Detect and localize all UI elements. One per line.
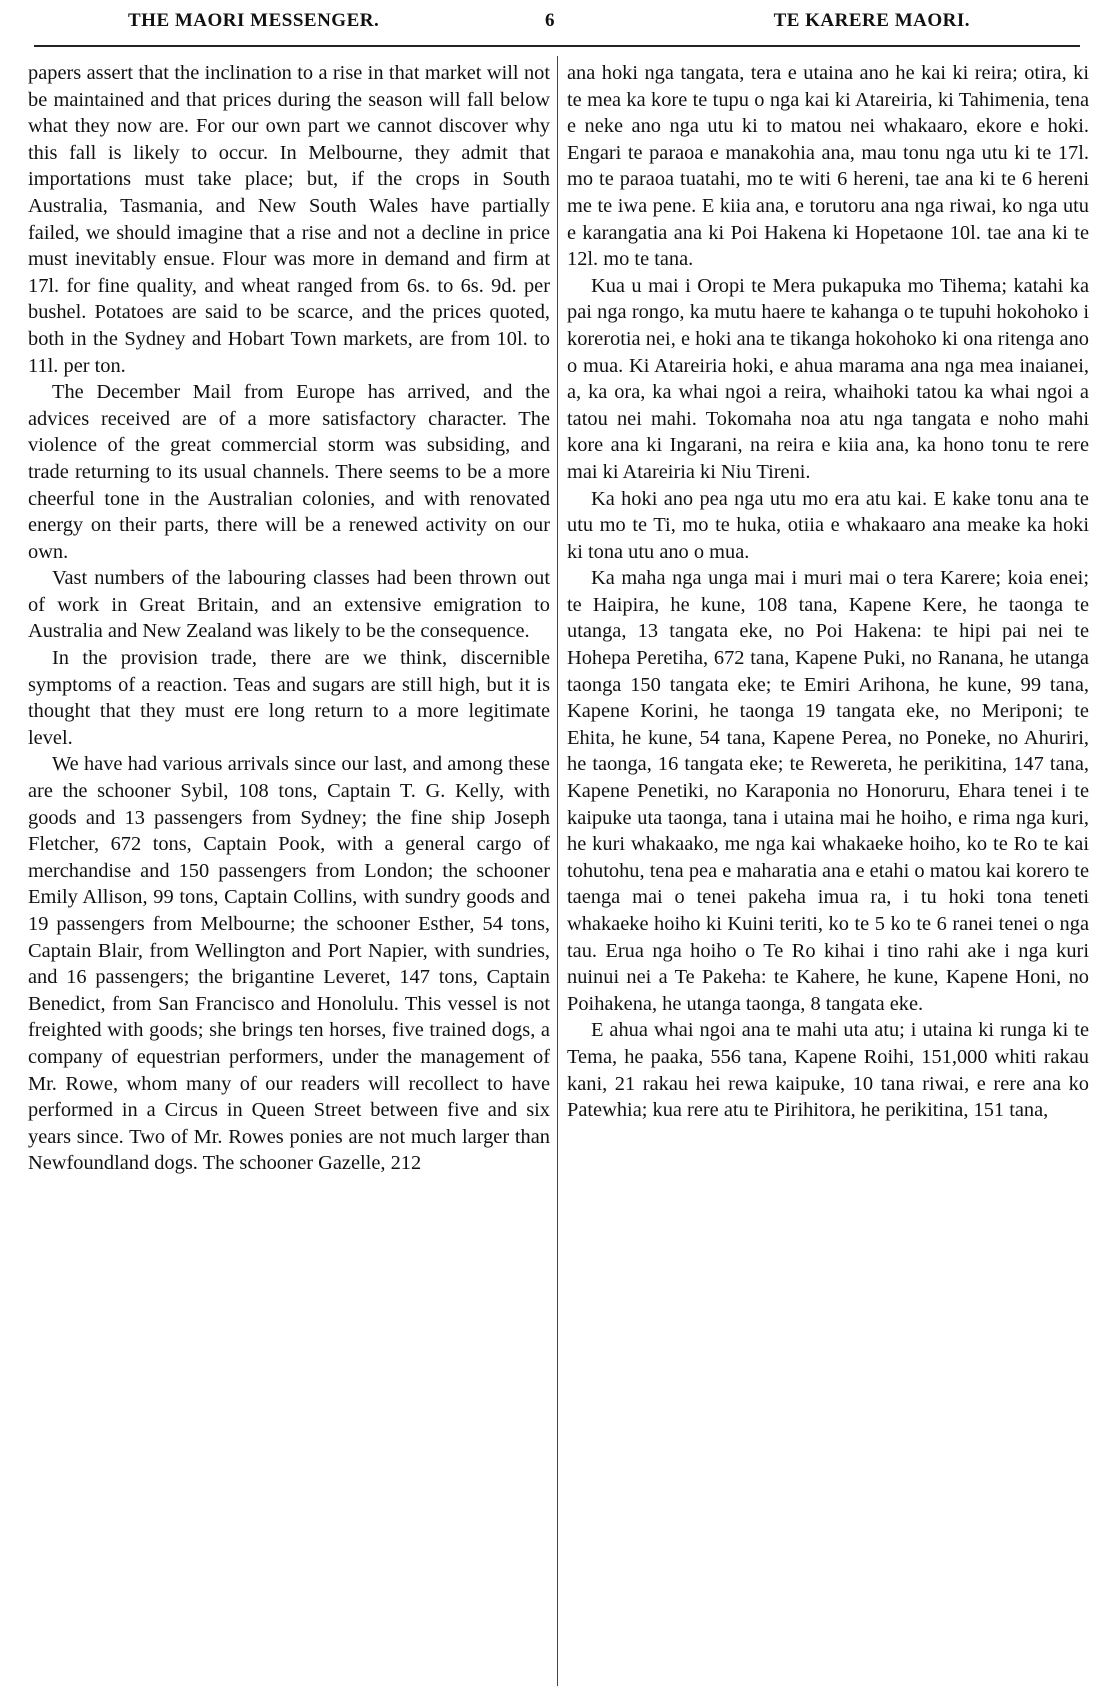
- page-header: [24, 10, 1090, 40]
- english-paragraph: We have had various arrivals since our last, and among these are the schooner Sybil, 108 tons, Captain T. G. Kelly, with goods and 13 passengers from Sydney; the fine ship Joseph Fletcher, 672 tons, Captain Pook, with a general cargo of merchandise and 150 passengers from London; the schooner Emily Allison, 99 tons, Captain Collins, with sundry goods and 19 passengers from Melbourne; the schooner Esther, 54 tons, Captain Blair, from Wellington and Port Napier, with sundries, and 16 passengers; the brigantine Leveret, 147 tons, Captain Benedict, from San Francisco and Honolulu. This vessel is not freighted with goods; she brings ten horses, five trained dogs, a company of equestrian performers, under the management of Mr. Rowe, whom many of our readers will recollect to have performed in a Circus in Queen Street between five and six years since. Two of Mr. Rowes ponies are not much larger than Newfoundland dogs. The schooner Gazelle, 212: [28, 753, 550, 1175]
- maori-paragraph: Ka hoki ano pea nga utu mo era atu kai. E kake tonu ana te utu mo te Ti, mo te huka, otiia e whakaaro ana meake ka hoki ki tona utu ano o mua.: [567, 487, 1089, 563]
- english-paragraph: papers assert that the inclination to a rise in that market will not be maintained and that prices during the season will fall below what they now are. For our own part we cannot discover why this fall is likely to occur. In Melbourne, they admit that importations must take place; but, if the crops in South Australia, Tasmania, and New South Wales have partially failed, we should imagine that a rise and not a decline in price must inevitably ensue. Flour was more in demand and firm at 17l. for fine quality, and wheat ranged from 6s. to 6s. 9d. per bushel. Potatoes are said to be scarce, and the prices quoted, both in the Sydney and Hobart Town markets, are from 10l. to 11l. per ton.: [28, 62, 550, 377]
- maori-paragraph: Ka maha nga unga mai i muri mai o tera Karere; koia enei; te Haipira, he kune, 108 tana, Kapene Kere, he taonga te utanga, 13 tangata eke, no Poi Hakena: te hipi pai nei te Hohepa Peretiha, 672 tana, Kapene Puki, no Ranana, he utanga taonga 150 tangata eke; te Emiri Arihona, he kune, 99 tana, Kapene Korini, he taonga 19 tangata eke, no Meriponi; te Ehita, he kune, 54 tana, Kapene Perea, no Poneke, no Ahuriri, he taonga, 16 tangata eke; te Rewereta, he perikitina, 147 tana, Kapene Penetiki, no Karaponia no Honoruru, Ehara tenei i te kaipuke uta taonga, tana i utaina mai he hoiho, e rima nga kuri, he kuri whakaako, me nga kai whakaeke hoiho, ko te Ro te kai tohutohu, tena pea e maharatia ana e etahi o matou kai korero te taenga mai o tenei pakeha imua ra, i tu hoki tona teneti whakaeke hoiho ki Kuini teriti, ko te 5 ko te 6 ranei tenei o nga tau. Erua nga hoiho o Te Ro kihai i tino rahi ake i nga kuri nuinui nei a Te Pakeha: te Kahere, he kune, Kapene Honi, no Poihakena, he utanga taonga, 8 tangata eke.: [567, 567, 1089, 1015]
- maori-paragraph: ana hoki nga tangata, tera e utaina ano he kai ki reira; otira, ki te mea ka kore te tupu o nga kai ki Atareiria, ki Tahimenia, tena e neke ano nga utu ki to matou nei whakaaro, ekore e hoki. Engari te paraoa e manakohia ana, mau tonu nga utu ki te 17l. mo te paraoa tuatahi, mo te witi 6 hereni, tae ana ki te 6 hereni me te iwa pene. E kiia ana, e torutoru ana nga riwai, ko nga utu e karangatia ana ki Poi Hakena ki Hopetaone 10l. tae ana ki te 12l. mo te tana.: [567, 62, 1089, 271]
- english-paragraph: Vast numbers of the labouring classes had been thrown out of work in Great Britain, and an extensive emigration to Australia and New Zealand was likely to be the consequence.: [28, 567, 550, 643]
- english-column: [28, 60, 550, 1694]
- column-divider: [557, 56, 558, 1686]
- header-rule: [34, 45, 1080, 47]
- maori-column: [567, 60, 1089, 1694]
- maori-paragraph: Kua u mai i Oropi te Mera pukapuka mo Tihema; katahi ka pai nga rongo, ka mutu haere te kahanga o te tupuhi hokohoko i korerotia nei, e hoki ana te tikanga hokohoko ki ona ritenga ano o mua. Ki Atareiria hoki, e ahua marama ana nga mea inaianei, a, ka ora, ka whai ngoi a reira, whaihoki tatou ka whai ngoi a tatou nei mahi. Tokomaha noa atu nga tangata e noho mahi kore ana ki Ingarani, na reira e kiia ana, ka hono tonu te rere mai ki Atareiria ki Niu Tireni.: [567, 274, 1089, 483]
- maori-paragraph: E ahua whai ngoi ana te mahi uta atu; i utaina ki runga ki te Tema, he paaka, 556 tana, Kapene Roihi, 151,000 whiti rakau kani, 21 rakau hei rewa kaipuke, 10 tana riwai, e rere ana ko Patewhia; kua rere atu te Pirihitora, he perikitina, 151 tana,: [567, 1019, 1089, 1122]
- page-number: 6: [545, 10, 555, 31]
- english-paragraph: The December Mail from Europe has arrived, and the advices received are of a more satisfactory character. The violence of the great commercial storm was subsiding, and trade returning to its usual channels. There seems to be a more cheerful tone in the Australian colonies, and with renovated energy on their parts, there will be a renewed activity on our own.: [28, 381, 550, 563]
- maori-masthead-title: TE KARERE MAORI.: [773, 10, 970, 31]
- english-masthead-title: THE MAORI MESSENGER.: [128, 10, 380, 31]
- english-paragraph: In the provision trade, there are we think, discernible symptoms of a reaction. Teas and sugars are still high, but it is thought that they must ere long return to a more legitimate level.: [28, 647, 550, 749]
